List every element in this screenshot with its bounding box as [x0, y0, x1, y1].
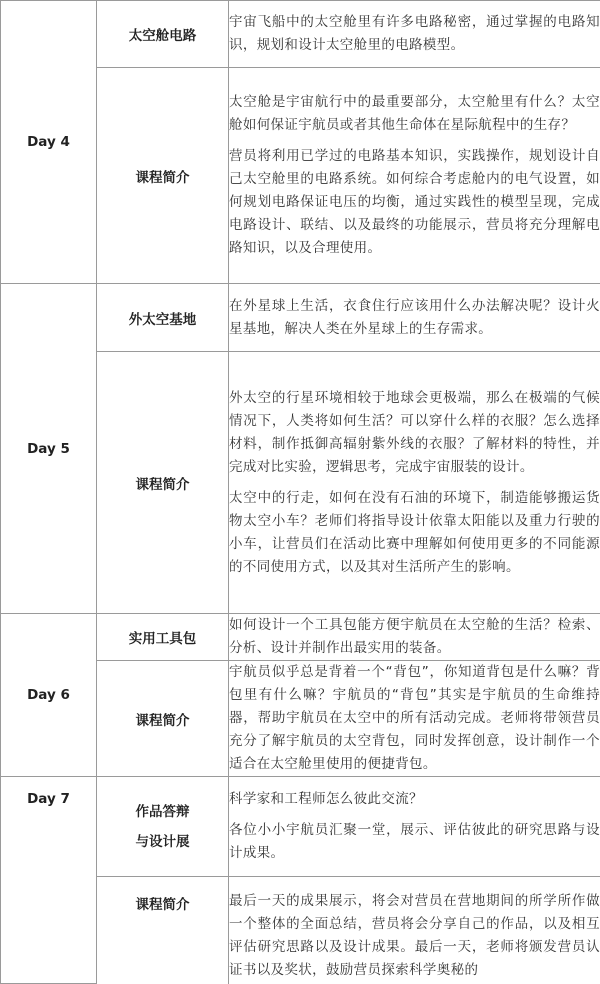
- day5-overview-description: [229, 352, 600, 614]
- day5-overview-para-1: 外太空的行星环境相较于地球会更极端，那么在极端的气候情况下，人类将如何生活？可以穿什么样的衣服？怎么选择材料，制作抵御高辐射紫外线的衣服？了解材料的特性，并完成对比实验，逻辑思考，完成宇宙服装的设计。: [229, 387, 600, 479]
- day4-overview-para-2: 营员将利用已学过的电路基本知识，实践操作，规划设计自己太空舱里的电路系统。如何综合考虑舱内的电气设置，如何规划电路保证电压的均衡，通过实践性的模型呈现，完成电路设计、联结、以及最终的功能展示，营员将充分理解电路知识，以及合理使用。: [229, 145, 600, 260]
- day7-overview-text: 最后一天的成果展示，将会对营员在营地期间的所学所作做一个整体的全面总结，营员将会分享自己的作品，以及相互评估研究思路以及设计成果。最后一天，老师将颁发营员认证书以及奖状，鼓励营员探索科学奥秘的: [229, 890, 600, 982]
- day5-topic-text: 在外星球上生活，衣食住行应该用什么办法解决呢？设计火星基地，解决人类在外星球上的生存需求。: [229, 295, 600, 341]
- day6-topic-text: 如何设计一个工具包能方便宇航员在太空舱的生活？检索、分析、设计并制作出最实用的装备。: [229, 614, 600, 660]
- day6-topic-title: 实用工具包: [97, 614, 229, 661]
- day7-overview-description: [229, 877, 600, 984]
- day6-topic-description: [229, 614, 600, 661]
- day4-overview-para-1: 太空舱是宇宙航行中的最重要部分，太空舱里有什么？太空舱如何保证宇航员或者其他生命体在星际航程中的生存？: [229, 91, 600, 137]
- day7-topic-para-2: 各位小小宇航员汇聚一堂，展示、评估彼此的研究思路与设计成果。: [229, 819, 600, 865]
- day6-overview-label: 课程简介: [97, 661, 229, 777]
- day5-row-1: [1, 284, 600, 352]
- day7-topic-para-1: 科学家和工程师怎么彼此交流？: [229, 788, 600, 811]
- day5-overview-para-2: 太空中的行走，如何在没有石油的环境下，制造能够搬运货物太空小车？老师们将指导设计依靠太阳能以及重力行驶的小车，让营员们在活动比赛中理解如何使用更多的不同能源的不同使用方式，以及其对生活所产生的影响。: [229, 487, 600, 579]
- day5-topic-title: 外太空基地: [97, 284, 229, 352]
- day6-overview-description: [229, 661, 600, 777]
- day7-topic-line-2: 与设计展: [97, 827, 228, 857]
- day4-topic-title: 太空舱电路: [97, 1, 229, 68]
- day4-overview-label: 课程简介: [97, 68, 229, 284]
- day4-row-1: [1, 1, 600, 68]
- day6-overview-text: 宇航员似乎总是背着一个“背包”，你知道背包是什么嘛？背包里有什么嘛？宇航员的“背包”其实是宇航员的生命维持器，帮助宇航员在太空中的所有活动完成。老师将带领营员充分了解宇航员的太空背包，同时发挥创意，设计制作一个适合在太空舱里使用的便捷背包。: [229, 661, 600, 776]
- day7-overview-label: 课程简介: [97, 877, 229, 984]
- day4-topic-description: [229, 1, 600, 68]
- day6-row-1: [1, 614, 600, 661]
- day4-label: Day 4: [1, 1, 97, 284]
- day6-label: Day 6: [1, 614, 97, 777]
- day5-topic-description: [229, 284, 600, 352]
- day4-overview-description: [229, 68, 600, 284]
- day4-topic-text: 宇宙飞船中的太空舱里有许多电路秘密，通过掌握的电路知识，规划和设计太空舱里的电路模型。: [229, 11, 600, 57]
- day7-topic-title: [97, 777, 229, 877]
- day7-row-1: [1, 777, 600, 877]
- day7-topic-description: [229, 777, 600, 877]
- day5-overview-label: 课程简介: [97, 352, 229, 614]
- day7-label: Day 7: [1, 777, 97, 984]
- day7-topic-line-1: 作品答辩: [97, 797, 228, 827]
- day5-label: Day 5: [1, 284, 97, 614]
